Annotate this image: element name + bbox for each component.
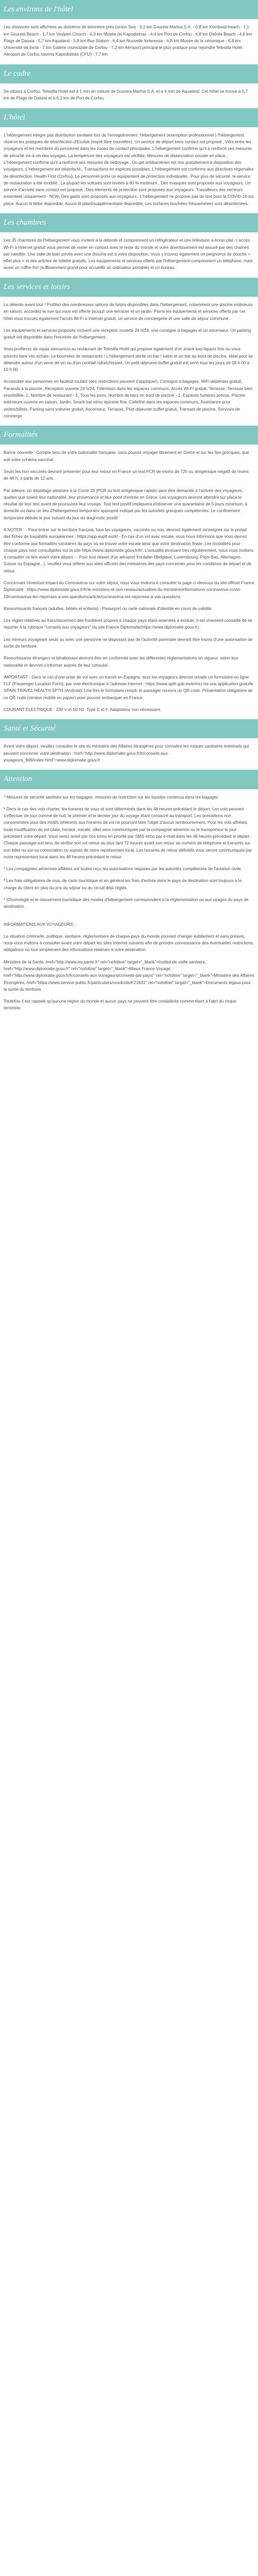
- section-title-cadre: Le cadre: [0, 64, 258, 83]
- paragraph: * Chronologie et le classement touristique des modes d'hébergement correspondent à la réglementation ou aux usages du pays de destination.: [4, 897, 249, 909]
- section-title-hotel: L'hôtel: [0, 108, 258, 127]
- paragraph: * Dans le cas des vols charter, les horaires de vous et sont déterminés dans les 48 heures précédant le départ. Les vols peuvent s'effectuer de jour comme de nuit, le premier et le dernier jour du voyage étant consacré au transport. Les prestations non consommées pour des motifs inhérents aux horaires de vol ne pourront faire l'objet d'aucun remboursement. Pour les vols affrétés, toute modification du vol (date, horaire, escale, ville) sera communiquée par la compagnie aérienne ou le transporteur le jour précédant votre départ. Vous serez avisé par nos soins en priorité par SMS et/ou par e-mail dans les 48 heures précédant le départ. Chaque passager est tenu de vérifier son vol retour au plus tard 72 heures avant son retour au numéro de téléphone et transmis sur son billet ou sur sa convocation ou auprès de notre représentant local. Les horaires de retour définitifs vous seront communiqués par notre représentant local dans les 48 heures précédant le retour.: [4, 806, 252, 859]
- section-infos: [0, 917, 258, 1018]
- section-title-environs: Les environs de l'hôtel: [0, 0, 258, 19]
- section-title-chambres: Les chambres: [0, 213, 258, 232]
- section-content-sante: [0, 738, 258, 770]
- paragraph: L'hébergement intègre pas distribution sanitaire lors de l'enregistrement. Hébergement (exemption professionnel.) l'hébergement réserve les pratiques de désinfection d'Ecolab (esprit libre nouvelles). Un service de départ sans contact est proposé., Vitre entre les voyageurs et les membres du personnel dans les zones de contact principales. L'hébergement confirme qu'il a renforcé ses mesures de sécurité vis-à-vis des voyages. La tempérture des voyageurs est vérifiée, Mesures de distanciation sociale en place., L'hébergement confirme qu'il a renforcé ses mesures de nettoyage., Du gel antibactérien est mis gratuitement à disposition des voyageurs, L'hébergement est désinfecté., Transactions en espèces possibles, L'hébergement est conforme aux directives régionales de désinfection. Health First (Corfou), Le personnel porte un équipement de protection individuelle., Pour plus de sécurité, le service de restauration a été modifié., Le plupart les voitures sont levées à 60 % minimum., Des masques sont proposés aux voyageurs, Un service d'arrivée sans contact est proposé., Des éléments de protection sont proposés aux voyageurs. Travailleurs des secteurs essentiels uniquement - NON, Des gants sont proposés aux voyageurs., L'hébergement ne propose pas de test pour la COVID-19 sur place, Aucun lit bébé disponible, Aucun lit pliant/supplémentaire disponible, Les surfaces touchées fréquemment sont désinfectées.: [4, 132, 254, 206]
- paragraph: Les règles relatives au franchissement des frontières propres à chaque pays étant amenées à évoluer, il est vivement conseillé de se reporter à la rubrique "conseils aux voyageurs" du site France Diplomatie(https://www.diplomatie.gouv.fr).: [4, 618, 252, 630]
- section-environs: [0, 0, 258, 64]
- section-sante: [0, 719, 258, 770]
- section-content-hotel: [0, 127, 258, 213]
- paragraph: Ressortissants étrangers et binationaux devront être en conformité avec les différentes réglementations en vigueur, selon leur nationalité et devront s'informer auprès de leur consulat.: [4, 656, 238, 668]
- paragraph: La détente avant tout ! Profitez des nombreuses options de loisirs disponibles dans l'hébergement, notamment une piscine extérieure en saison. accordez-la vue qui vous est offerte jacuzzi une terrasse et un jardin. Parmi les équipements et services offerts par cet hôtel vous trouvez également l'accès Wi-Fi à Internet gratuit, un service de conciergerie et une salle de séjour commune.: [4, 302, 253, 321]
- paragraph: INFORMATIONS AUX VOYAGEURS :: [4, 922, 75, 927]
- section-title-formalites: Formalités: [0, 426, 258, 445]
- section-cadre: [0, 64, 258, 108]
- paragraph: Concernant l'éventuel impact du Coronavirus sur votre séjour, nous vous invitons à consulter la page ci-dessous du site officiel France Diplomatie : https://www.diplomatie.gouv.fr/fr/le-ministere-et-son-reseau/actualites-du-ministere/informations-coronavirus-covid-19/coronavirus-les-reponses-a-vos-questions/article/coronavirus-les-reponses-a-vos-questions: [4, 580, 254, 599]
- paragraph: Seuls les non vaccinés devront présenter pour leur retour en France un test PCR de moins de 72h ou antigénique négatif de moins de 48 h, à partir de 12 ans.: [4, 469, 249, 481]
- paragraph: Bonne nouvelle : Compte tenu de votre nationalité française, vous pouvez voyager librement en Grèce et sur les îles grecques, que soit votre schéma vaccinal.: [4, 450, 249, 462]
- hotel-info-page: [0, 0, 258, 1018]
- section-formalites: [0, 426, 258, 719]
- section-title-sante: Santé et Sécurité: [0, 719, 258, 738]
- paragraph: Les mineurs voyageant seuls ou avec une personne ne disposant pas de l'autorité parentale devront être munis d'une autorisation de sortie de territoire.: [4, 637, 253, 649]
- paragraph: Accessible aux personnes en fauteuil roulant (des restrictions peuvent s'appliquer), Consigne à bagages, WiFi dépenser gratuit, Parasols à la piscine, Réception ouverte 24 h/24, Télévision dans les espaces communs, Accès Wi-Fi gratuit, Terrasse, Terrasse bien ensoleillée, 1, Nombre de restaurant - 1, Tous les jours, Nombre de bars en bord de piscine - 1, Espaces fumeurs prévus, Piscine extérieure ouverte en saison, Jardin, Snack bar et/ou épicerie fine, Café/thé dans les espaces communs, Assistance pour visites/billets, Parking sans voiturier gratuit, Ascenseur, Terrasse, Petit-déjeuner buffet gratuit, Transats de piscine, Services de concierge: [4, 379, 253, 418]
- paragraph: * Mesures de sécurité sanitaire sur les bagages: mesures de restriction sur les liquides contenus dans les bagages: [4, 794, 218, 800]
- paragraph: * Les frais obligatoires de visa, de carte touristique et en général les frais d'entrée dans le pays de destination sont toujours à la charge du client en plus du prix du séjour ou du circuit déjà réglés.: [4, 878, 242, 890]
- section-content-infos: [0, 917, 258, 1018]
- section-services: [0, 278, 258, 426]
- paragraph: La situation criminelle, politique, sanitaire, réglementaire de chaque pays du monde pouvant changer subitement et sans préavis, nous vous invitons à consulter avant votre départ les sites Internet suivants afin de prendre connaissance des éventuelles restrictions, obligations ou tout simplement des informations relatives à votre destination.: [4, 934, 254, 953]
- section-content-services: [0, 297, 258, 426]
- section-title-attention: Attention: [0, 770, 258, 789]
- section-content-chambres: [0, 232, 258, 277]
- paragraph: Ministère de la Santé, href="http://www.inv.sante.fr" rel="nofollow" target="_blank">Institut de veille sanitaire, href="http://www.diplomatie.gouv.fr" rel="nofollow" target="_blank">Mieux France Voyage, href="http://www.diplomatie.gouv.fr/fr/conseils-aux-voyageurs/conseils-par-pays/" rel="nofollow" target="_blank">Ministère des Affaires Étrangères, href="https://www.service-public.fr/particuliers/vosdroits/F21831" rel="nofollow" target="_blank">Documents légaux pour la sortie du territoire.: [4, 959, 254, 992]
- section-content-cadre: [0, 83, 258, 108]
- paragraph: Les distances sont affichées au doixième de kilomètre près (union Sea - 0,1 km Goureia Marina S.A. - 0,8 km Kombasti beach - 1,1 km Goureia Beach - 1,7 km Vasiperi Church - 4,3 km Musée de Kapodistrias - 4,4 km Port de Corfou - 4,8 km Dafnila Beach - 4,8 km Plage de Dassia - 5,7 km Aqualand - 5,8 km Bus Station - 6,4 km Nouvelle forteresse - 6,8 km Musée de la céramique - 6,8 km Université de Ionia - 7 km Galerie municipale de Corfou - 7,2 km Aéroport principal le plus pratique pour rejoindre Telesilla Hotel : Aéroport de Corfou Ioannis Kapodistrias (CFU) - 7,7 km: [4, 25, 252, 57]
- section-hotel: [0, 108, 258, 213]
- paragraph: COURANT ÉLECTRIQUE : 230 V et 50 Hz. Type C et F. Adaptateur non nécessaire.: [4, 707, 162, 712]
- paragraph: IMPORTANT : Dans le cas d'une prise de vol avec un transit en Espagne, tous les voyageurs devront remplir un formulaire en ligne FLF (Passenger Location Form), par voie électronique à l'adresse Internet : https://www.spth.gob.es/en/ou via une application gratuite SPAIN TRAVEL HEALTH-SPTH (Android). Une fois le formulaire rempli, le passager recevra un QR code. Présentation obligatoire de ce QR code (version mobile ou papier) pour pouvoir embarquer en France.: [4, 674, 253, 700]
- section-title-services: Les services et loisirs: [0, 278, 258, 297]
- paragraph: Ressortissants français (adultes, bébés et enfants) : Passeport ou carte nationale d'identité en cours de validité.: [4, 606, 213, 611]
- paragraph: Les équipements et services proposés incluent une réception ouverte 24 h/24, une consigne à bagages et un ascenseur. Un parking gratuit est disponible dans l'enceinte de l'hébergement.: [4, 328, 251, 340]
- section-content-attention: [0, 789, 258, 917]
- section-attention: [0, 770, 258, 916]
- paragraph: Toutefois il est rappelé qu'aucune région du monde et aucun pays ne peuvent être considérés comme étant à l'abri du risque terroriste.: [4, 999, 236, 1011]
- section-content-formalites: [0, 445, 258, 719]
- paragraph: Les 35 chambres de l'hébergement vous invitent à la détente et comprennent un réfrigérateur et une télévision à écran plat. L'accès Wi-Fi à Internet gratuit vous permet de rester en contact avec le reste du monde et votre divertissement est assuré par des chaînes par satellite. Une salle de bain privée avec une douche est à votre disposition. Vous y trouvez également un peignoiros de douche + effet plus + et des articles de toilette gratuits. Les équipements et services offerts par l'hébergement comprennent un téléphone, mais aussi un coffre-fort (suffisamment grand pour accueillir un ordinateur portable) et un bureau.: [4, 238, 253, 270]
- paragraph: Vous profiterez de repas savoureux au restaurant de Telesilla Hotel qui propose également d'un snack bas-liquors fine ou vous pourrez faire vos achats. Le bourreles de restaurants ! L'hébergement abrite un bar ! salon et un bar au bord de piscine, idéal pour se détendre autour d'un verre de vin ou d'un cocktail rafraîchissant. Un petit-déjeuner buffet gratuit est servi tous les jours de 08 h 00 à 10 h 00.: [4, 347, 253, 372]
- paragraph: Par ailleurs, un dépistage aléatoire à la Covid-19 (PCR ou test antigénique rapide) peut être demandé à l'arrivée des voyageurs, quelles que soient leur nationalité, leur provenance et leur point d'entrée en Grèce. Les voyageurs devront attendre sur place le résultat de leur test avant de poursuivre leur voyage. Tout test positif impliquera d'observer une quarantaine de 5 jours minimum, à domicile ou dans un lieu d'hébergement temporaire approprié indiqué par les autorités grecques compétentes. Le confinement temporaire débute le jour suivant du jour du diagnostic positif.: [4, 488, 247, 520]
- paragraph: * Les compagnies aériennes affiliées ont toutes reçu les autorisations requises par les autorités compétentes de l'aviation civile.: [4, 867, 242, 872]
- section-chambres: [0, 213, 258, 278]
- section-content-environs: [0, 19, 258, 64]
- paragraph: Se situant à Corfou, Telesilla Hotel est à 1 min en voiture de Goureia Marina S.A. et à 4 min de Aqualand. Cet hôtel se trouve à 5,7 km de Plage de Dassia et à 6,1 km de Port de Corfou.: [4, 89, 248, 101]
- paragraph: Avant votre départ, veuillez consulter le site du ministère des Affaires étrangères pour connaître les risques sanitaires éventuels qui peuvent concerner votre destination : href="http://www.diplomatie.gouv.fr/fr/conseils-aux-voyageurs_909/index.html">www.diplomatie.gouv.fr: [4, 744, 249, 763]
- paragraph: A NOTER : - Pour entrer sur le territoire français, tous les voyageurs, vaccinés ou non, devront également renseigner sur le portail des fiches de traçabilité européennes : https://app.euplf.eu/#/ - En cas d'un vol avec escale, vous nous informons que vous devrez être conforme aux formalités sanitaires du pays où se trouve votre escale ainsi que votre destination finale. Les modalités pour chaque pays sont consultables sur le site https://www.diplomatie.gouv.fr/fr/. L'actualité évoluant très régulièrement, nous vous invitons à consulter ce lien avant votre départ : - Pour tout départ d'un aéroport frontalier (Belgique, Luxembourg, Pays-Bas, Allemagne, Suisse ou Espagne...), veuillez vous référer aux sites officiels des ministères des pays concernés pour les conditions de départ et de retour.: [4, 528, 253, 573]
